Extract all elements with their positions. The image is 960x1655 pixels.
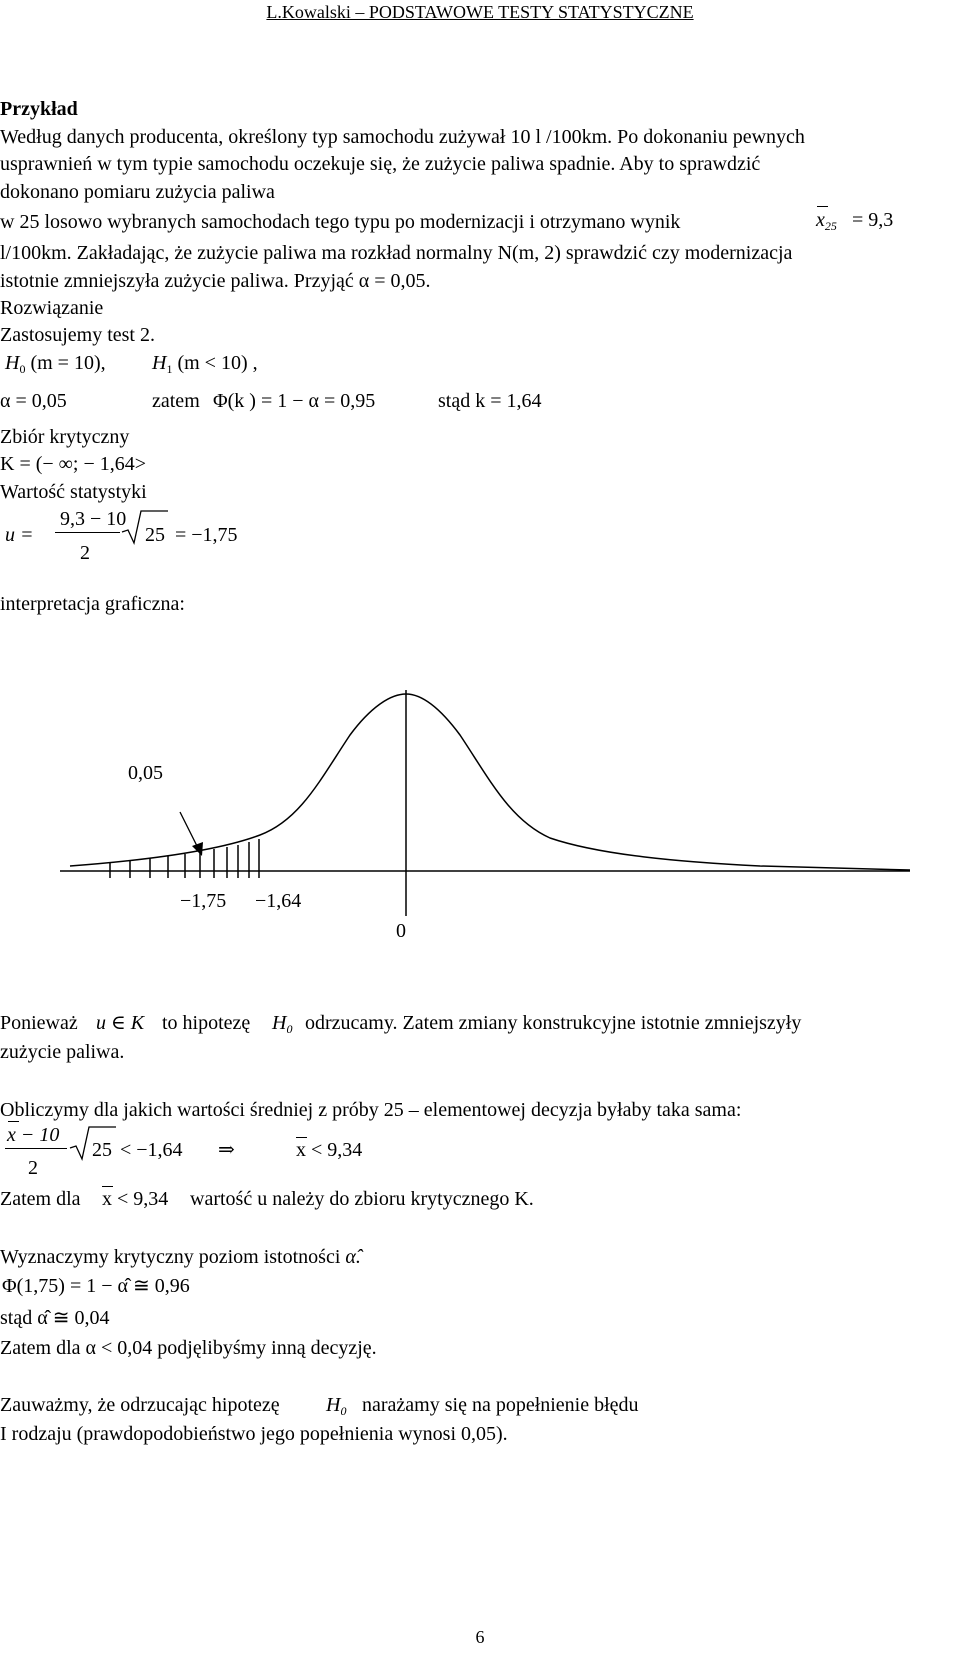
calc-sqrt-arg: 25 [92, 1139, 112, 1161]
u-result: = −1,75 [175, 524, 238, 546]
page-number: 6 [475, 1627, 485, 1647]
sqrt-sign [70, 1127, 116, 1159]
area-pointer [180, 812, 198, 848]
note-h0: $H_0$ [326, 1394, 347, 1418]
k-value: stąd k = 1,64 [438, 390, 542, 412]
calc-result-line: Zatem dla [0, 1188, 81, 1210]
interpretation-label: interpretacja graficzna: [0, 593, 185, 615]
test-line: Zastosujemy test 2. [0, 324, 155, 346]
zero-label: 0 [396, 920, 406, 942]
sqrt-sign [122, 511, 168, 543]
u-denominator: 2 [80, 542, 90, 564]
conclusion-ponieważ: Ponieważ [0, 1012, 78, 1034]
calc-intro: Obliczymy dla jakich wartości średniej z próby 25 – elementowej decyzja byłaby taka sama: [0, 1099, 742, 1121]
conclusion-text: odrzucamy. Zatem zmiany konstrukcyjne istotnie zmniejszyły [305, 1012, 802, 1034]
conclusion-h0: $H_0$ [272, 1012, 293, 1036]
paragraph-line: Według danych producenta, określony typ samochodu zużywał 10 l /100km. Po dokonaniu pewnych [0, 126, 805, 148]
paragraph-line: istotnie zmniejszyła zużycie paliwa. Przyjąć α = 0,05. [0, 270, 431, 292]
implies-arrow: ⇒ [218, 1139, 235, 1161]
crit-alpha-line: Wyznaczymy krytyczny poziom istotności α̂. [0, 1246, 361, 1268]
critical-set: K = (− ∞; − 1,64> [0, 453, 147, 475]
zatem-word: zatem [152, 390, 200, 412]
phi-equation: Φ(k ) = 1 − α = 0,95 [213, 390, 376, 412]
note-line1: Zauważmy, że odrzucając hipotezę [0, 1394, 280, 1416]
xbar-symbol: $x_{25}$ [816, 209, 837, 233]
calc-result-text: wartość u należy do zbioru krytycznego K. [190, 1188, 534, 1210]
paragraph-line: usprawnień w tym typie samochodu oczekuje się, że zużycie paliwa spadnie. Aby to sprawdzić [0, 153, 761, 175]
k-axis-label: −1,64 [255, 890, 302, 912]
calc-result-ineq: x < 9,34 [102, 1188, 169, 1210]
conclusion-membership: u ∈ K [96, 1012, 145, 1034]
other-decision: Zatem dla α < 0,04 podjęlibyśmy inną decyzję. [0, 1337, 377, 1359]
u-sqrt-arg: 25 [145, 524, 165, 546]
u-axis-label: −1,75 [180, 890, 227, 912]
critical-region-hatching [110, 839, 259, 878]
calc-numerator: x − 10 [7, 1124, 60, 1146]
xbar-value: = 9,3 [852, 209, 894, 231]
paragraph-line: dokonano pomiaru zużycia paliwa [0, 181, 275, 203]
hypothesis-h0: $H_0$ (m = 10), [5, 352, 106, 376]
alpha-hat-value: stąd α̂ ≅ 0,04 [0, 1307, 110, 1329]
u-lhs: u = [5, 524, 34, 546]
conclusion-hypothesis: to hipotezę [162, 1012, 251, 1034]
calc-result: x < 9,34 [296, 1139, 363, 1161]
statistic-label: Wartość statystyki [0, 481, 147, 503]
critical-set-label: Zbiór krytyczny [0, 426, 130, 448]
note-line1-end: narażamy się na popełnienie błędu [362, 1394, 639, 1416]
solution-label: Rozwiązanie [0, 297, 104, 319]
paragraph-line: w 25 losowo wybranych samochodach tego typu po modernizacji i otrzymano wynik [0, 211, 681, 233]
conclusion-line2: zużycie paliwa. [0, 1041, 125, 1063]
example-title: Przykład [0, 98, 78, 120]
u-numerator: 9,3 − 10 [60, 508, 127, 530]
alpha-line: α = 0,05 [0, 390, 67, 412]
arrow-head [192, 842, 203, 856]
paragraph-line: l/100km. Zakładając, że zużycie paliwa ma rozkład normalny N(m, 2) sprawdzić czy modernizacja [0, 242, 793, 264]
note-line2: I rodzaju (prawdopodobieństwo jego popełnienia wynosi 0,05). [0, 1423, 508, 1445]
area-label: 0,05 [128, 762, 163, 784]
calc-denominator: 2 [28, 1157, 38, 1179]
phi-175-line: Φ(1,75) = 1 − α̂ ≅ 0,96 [2, 1275, 190, 1297]
hypothesis-h1: $H_1$ (m < 10) , [152, 352, 258, 376]
page-header: L.Kowalski – PODSTAWOWE TESTY STATYSTYCZNE [266, 2, 694, 22]
calc-inequality: < −1,64 [120, 1139, 183, 1161]
